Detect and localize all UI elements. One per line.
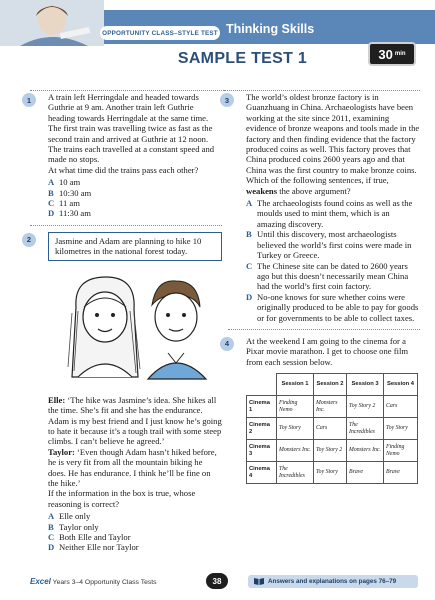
- table-cell: Toy Story: [384, 418, 418, 440]
- question-number: 1: [22, 93, 36, 107]
- table-header-row: [247, 374, 418, 396]
- table-cell: Monsters Inc.: [347, 440, 384, 462]
- table-header: Session 1: [277, 374, 314, 396]
- table-cell: Toy Story: [313, 462, 346, 484]
- question-4: [224, 335, 420, 484]
- column-divider-left: [30, 90, 226, 91]
- page-number: 38: [206, 573, 228, 589]
- book-icon: [254, 577, 264, 587]
- question-3: [224, 92, 420, 330]
- row-label: Cinema 2: [247, 418, 277, 440]
- question-prompt: Which of the following sentences, if true, weakens the above argument?: [246, 175, 389, 196]
- answer-option[interactable]: D Neither Elle nor Taylor: [48, 542, 139, 553]
- table-cell: Monsters Inc.: [277, 440, 314, 462]
- row-label: Cinema 4: [247, 462, 277, 484]
- answer-options: [48, 177, 222, 219]
- cinema-schedule-table: [246, 373, 418, 484]
- right-column: [224, 92, 420, 484]
- answer-option[interactable]: A 10 am: [48, 177, 81, 188]
- table-row: [247, 418, 418, 440]
- table-row: [247, 440, 418, 462]
- table-cell: Toy Story 2: [347, 396, 384, 418]
- table-cell: Toy Story: [277, 418, 314, 440]
- answer-option[interactable]: D No-one knows for sure whether coins were originally produced to be able to pay for goods or for governments to be able to collect taxes.: [246, 291, 419, 323]
- answer-options: [246, 198, 420, 323]
- answer-option[interactable]: B Taylor only: [48, 521, 99, 532]
- question-1: [26, 92, 222, 226]
- question-number: 4: [220, 337, 234, 351]
- answer-option[interactable]: B 10:30 am: [48, 187, 92, 198]
- header-photo: [0, 0, 104, 46]
- divider: [228, 329, 420, 330]
- table-cell: Finding Nemo: [384, 440, 418, 462]
- table-cell: Toy Story 2: [313, 440, 346, 462]
- test-type-label: OPPORTUNITY CLASS–STYLE TEST: [100, 26, 220, 40]
- answer-option[interactable]: B Until this discovery, most archaeologists believed the world’s first coins were made in Turkey or Greece.: [246, 229, 412, 261]
- answer-option[interactable]: A The archaeologists found coins as well as the moulds used to mint them, which is an amazing discovery.: [246, 198, 413, 229]
- brand-name: Excel: [30, 577, 51, 586]
- divider: [30, 225, 222, 226]
- question-number: 2: [22, 233, 36, 247]
- answer-option[interactable]: A Elle only: [48, 511, 91, 522]
- table-row: [247, 462, 418, 484]
- table-cell: Brave: [384, 462, 418, 484]
- subject-title: Thinking Skills: [226, 22, 315, 36]
- table-cell: Brave: [347, 462, 384, 484]
- table-cell: Cars: [384, 396, 418, 418]
- question-2: [26, 232, 222, 553]
- question-text: A train left Herringdale and headed towards Guthrie at 9 am. Another train left Guthrie heading towards Herringdale at the same time. The first train was travelling twice as fast as the second train and arrived at Guthrie at 12 noon. The trains each travelled at a constant speed and made no stops.: [48, 92, 215, 165]
- question-number: 3: [220, 93, 234, 107]
- children-illustration: [48, 267, 220, 389]
- answer-option[interactable]: D 11:30 am: [48, 208, 91, 219]
- table-cell: The Incredibles: [277, 462, 314, 484]
- question-prompt: At what time did the trains pass each other?: [48, 164, 199, 175]
- series-title: Excel Years 3–4 Opportunity Class Tests: [30, 577, 157, 586]
- table-header: Session 4: [384, 374, 418, 396]
- table-cell: Cars: [313, 418, 346, 440]
- page-title: SAMPLE TEST 1: [177, 50, 308, 67]
- row-label: Cinema 1: [247, 396, 277, 418]
- question-text: At the weekend I am going to the cinema for a Pixar movie marathon. I get to choose one film from each session below.: [246, 335, 409, 367]
- elle-statement: Elle: ‘The hike was Jasmine’s idea. She hikes all the time. She’s fit and she has the endurance. Adam is my best friend and I just know he’s going to hate it because it’s a tough trail with some steep climbs. I can’t believe he agreed.’: [48, 394, 222, 447]
- table-cell: The Incredibles: [347, 418, 384, 440]
- table-header: Session 2: [313, 374, 346, 396]
- answer-option[interactable]: C The Chinese site can be dated to 2600 years ago but this doesn’t necessarily mean China had the world’s first coin factory.: [246, 260, 409, 292]
- answers-reference: Answers and explanations on pages 76–79: [248, 575, 418, 588]
- table-corner: [247, 374, 277, 396]
- timer-minutes: 30: [378, 46, 393, 62]
- page-footer: [0, 570, 435, 600]
- row-label: Cinema 3: [247, 440, 277, 462]
- column-divider-right: [224, 90, 420, 91]
- left-column: [26, 92, 222, 553]
- table-row: [247, 396, 418, 418]
- taylor-statement: Taylor: ‘Even though Adam hasn’t hiked before, he is very fit from all the mountain biking he does. He has endurance. I think he’ll be fine on the hike.’: [48, 446, 217, 488]
- page-header: [0, 0, 435, 78]
- answer-option[interactable]: C Both Elle and Taylor: [48, 531, 131, 542]
- timer-unit: min: [394, 51, 406, 57]
- answer-option[interactable]: C 11 am: [48, 198, 80, 209]
- answer-options: [48, 511, 222, 553]
- question-text: The world’s oldest bronze factory is in Guanzhuang in China. Archaeologists have been working at the site since 2011, examining evidence of bronze weapons and tools made in the factory and then finding evidence that the factory produced coins as well. This factory proves that China produced coins 2600 years ago and that China was the first country to make bronze coins.: [246, 92, 420, 175]
- table-header: Session 3: [347, 374, 384, 396]
- table-cell: Finding Nemo: [277, 396, 314, 418]
- info-box: Jasmine and Adam are planning to hike 10 kilometres in the national forest today.: [48, 232, 222, 261]
- table-cell: Monsters Inc.: [313, 396, 346, 418]
- question-prompt: If the information in the box is true, whose reasoning is correct?: [48, 488, 196, 509]
